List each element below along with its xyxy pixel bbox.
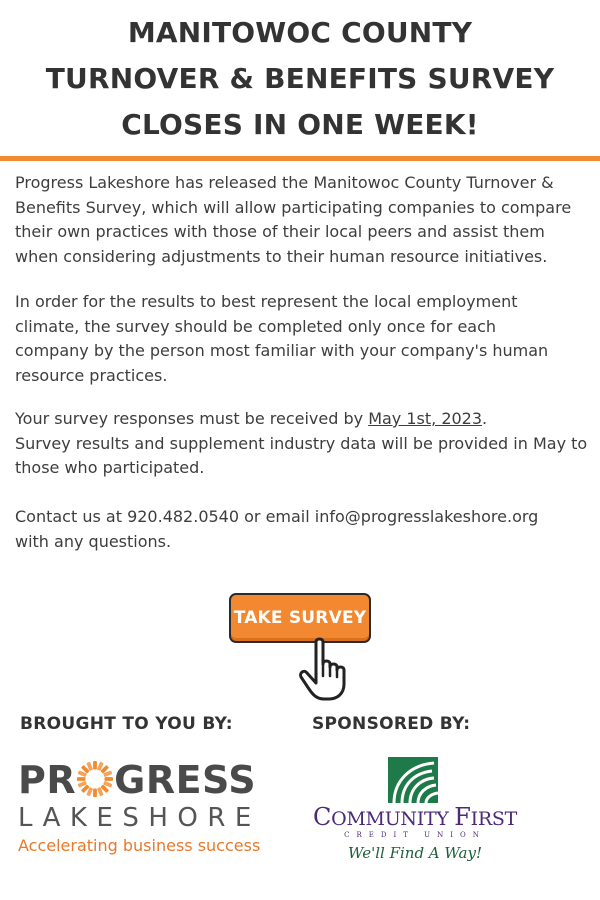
take-survey-label: TAKE SURVEY xyxy=(233,608,367,628)
cf-letter-c: C xyxy=(313,803,332,831)
instructions-line-2: climate, the survey should be completed only once for each xyxy=(15,316,497,336)
sunburst-o-icon xyxy=(76,760,114,798)
community-first-emblem-icon xyxy=(388,757,438,803)
progress-word-right: GRESS xyxy=(114,758,257,802)
cf-word-ommunity: OMMUNITY xyxy=(331,808,455,830)
contact-paragraph xyxy=(15,505,590,554)
orange-divider xyxy=(0,156,600,161)
instructions-line-4: resource practices. xyxy=(15,365,168,385)
progress-lakeshore-logo xyxy=(18,758,256,802)
instructions-line-3: company by the person most familiar with your company's human xyxy=(15,341,549,360)
deadline-line-1 xyxy=(15,407,590,432)
cf-word-irst: IRST xyxy=(470,808,517,830)
intro-line-1: Progress Lakeshore has released the Manitowoc County Turnover & xyxy=(15,173,554,192)
deadline-prefix: Your survey responses must be received by xyxy=(15,409,369,428)
credit-union-label: CREDIT UNION xyxy=(344,831,486,839)
page-title xyxy=(0,10,600,148)
intro-line-3: their own practices with those of their local peers and assist them xyxy=(15,222,545,241)
contact-line-1: Contact us at 920.482.0540 or email info@progresslakeshore.org xyxy=(15,507,539,526)
cf-letter-f: F xyxy=(454,803,471,831)
lakeshore-wordmark: LAKESHORE xyxy=(18,803,261,833)
deadline-paragraph xyxy=(15,407,590,481)
progress-word-left: PR xyxy=(18,758,77,802)
deadline-line-2: Survey results and supplement industry data will be provided in May to xyxy=(15,433,588,453)
sponsored-by-label: SPONSORED BY: xyxy=(312,714,471,734)
pointer-hand-icon xyxy=(296,636,356,702)
deadline-line-3: those who participated. xyxy=(15,458,205,477)
community-first-logo xyxy=(305,803,525,833)
instructions-paragraph xyxy=(15,290,590,388)
progress-tagline: Accelerating business success xyxy=(18,836,261,855)
community-first-slogan: We'll Find A Way! xyxy=(348,844,482,862)
brought-by-label: BROUGHT TO YOU BY: xyxy=(20,714,233,734)
contact-line-2: with any questions. xyxy=(15,531,172,551)
title-line-3: CLOSES IN ONE WEEK! xyxy=(121,108,479,141)
deadline-date-link[interactable]: May 1st, 2023 xyxy=(368,409,483,428)
title-line-2: TURNOVER & BENEFITS SURVEY xyxy=(45,62,555,95)
instructions-line-1: In order for the results to best represent the local employment xyxy=(15,292,518,311)
title-line-1: MANITOWOC COUNTY xyxy=(127,16,473,49)
intro-paragraph xyxy=(15,171,590,269)
intro-line-2: Benefits Survey, which will allow participating companies to compare xyxy=(15,197,572,217)
deadline-suffix: . xyxy=(482,409,488,428)
intro-line-4: when considering adjustments to their human resource initiatives. xyxy=(15,246,548,266)
